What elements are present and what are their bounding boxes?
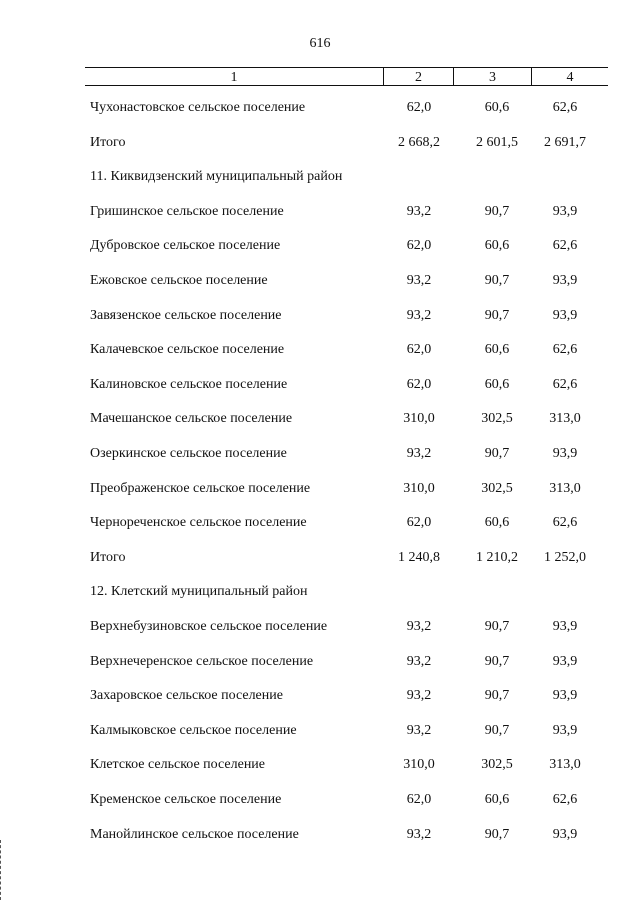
row-value-col-2: 62,0: [406, 100, 432, 115]
row-value-col-4: 1 252,0: [544, 549, 586, 565]
total-row: [0, 546, 640, 570]
row-value-col-4: 313,0: [549, 480, 581, 496]
header-col-2: 2: [383, 67, 453, 86]
row-value-col-4: 62,6: [552, 376, 578, 392]
row-value-col-3: 60,6: [484, 515, 510, 531]
row-value-col-2: 62,0: [406, 342, 432, 358]
row-name: Чернореченское сельское поселение: [90, 515, 307, 531]
row-name: Озеркинское сельское поселение: [90, 446, 287, 461]
row-name: Гришинское сельское поселение: [90, 203, 284, 219]
table-row: [0, 373, 640, 397]
row-value-col-3: 90,7: [484, 273, 510, 288]
row-value-col-4: 62,6: [552, 515, 578, 531]
table-row: [0, 96, 640, 120]
row-value-col-4: 93,9: [552, 653, 578, 669]
row-value-col-2: 93,2: [406, 203, 432, 219]
row-value-col-4: 93,9: [552, 273, 578, 288]
row-name: Итого: [90, 549, 126, 565]
row-value-col-3: 2 601,5: [476, 134, 518, 150]
row-value-col-3: 60,6: [484, 100, 510, 115]
row-name: Преображенское сельское поселение: [90, 480, 311, 496]
row-value-col-4: 2 691,7: [544, 134, 586, 150]
row-value-col-4: 93,9: [552, 307, 578, 323]
row-value-col-2: 93,2: [406, 307, 432, 323]
row-value-col-3: 90,7: [484, 203, 510, 219]
row-value-col-2: 93,2: [406, 619, 432, 634]
row-name: Верхнебузиновское сельское поселение: [90, 619, 328, 634]
row-name: Завязенское сельское поселение: [90, 307, 282, 323]
row-name: Верхнечеренское сельское поселение: [90, 653, 314, 669]
row-value-col-2: 93,2: [406, 722, 432, 738]
row-value-col-3: 90,7: [484, 722, 510, 738]
row-value-col-2: 62,0: [406, 238, 432, 254]
row-value-col-4: 93,9: [552, 619, 578, 634]
row-name: Калмыковское сельское поселение: [90, 722, 297, 738]
row-name: Калиновское сельское поселение: [90, 376, 288, 392]
section-title: 12. Клетский муниципальный район: [90, 584, 308, 600]
table-row: [0, 304, 640, 328]
row-value-col-3: 60,6: [484, 342, 510, 358]
row-name: Манойлинское сельское поселение: [90, 826, 299, 842]
table-row: [0, 511, 640, 535]
row-value-col-2: 310,0: [403, 411, 435, 427]
row-value-col-3: 60,6: [484, 376, 510, 392]
row-value-col-4: 62,6: [552, 238, 578, 254]
row-value-col-4: 93,9: [552, 688, 578, 704]
row-value-col-3: 90,7: [484, 446, 510, 461]
row-value-col-2: 310,0: [403, 757, 435, 773]
page-number: 616: [309, 36, 331, 51]
row-name: Калачевское сельское поселение: [90, 342, 285, 358]
row-value-col-2: 2 668,2: [398, 134, 440, 150]
row-name: Кременское сельское поселение: [90, 792, 282, 807]
table-row: [0, 788, 640, 812]
row-name: Дубровское сельское поселение: [90, 238, 281, 254]
row-value-col-2: 1 240,8: [398, 549, 440, 565]
table-row: [0, 650, 640, 674]
row-value-col-3: 60,6: [484, 238, 510, 254]
table-row: [0, 338, 640, 362]
row-value-col-3: 302,5: [481, 757, 513, 773]
table-row: [0, 615, 640, 639]
row-value-col-4: 62,6: [552, 100, 578, 115]
section-heading-row: [0, 580, 640, 604]
row-name: Захаровское сельское поселение: [90, 688, 283, 704]
row-value-col-2: 93,2: [406, 653, 432, 669]
table-row: [0, 234, 640, 258]
table-row: [0, 684, 640, 708]
header-col-1: 1: [230, 70, 238, 85]
row-value-col-2: 93,2: [406, 446, 432, 461]
row-value-col-2: 62,0: [406, 792, 432, 807]
table-row: [0, 719, 640, 743]
header-bottom-rule: [85, 85, 608, 86]
row-value-col-4: 62,6: [552, 792, 578, 807]
row-value-col-4: 313,0: [549, 757, 581, 773]
row-value-col-2: 62,0: [406, 376, 432, 392]
row-value-col-4: 93,9: [552, 826, 578, 842]
row-value-col-3: 302,5: [481, 480, 513, 496]
table-row: [0, 269, 640, 293]
row-value-col-4: 93,9: [552, 446, 578, 461]
table-row: [0, 823, 640, 847]
row-name: Клетское сельское поселение: [90, 757, 266, 773]
row-value-col-3: 90,7: [484, 826, 510, 842]
row-value-col-4: 313,0: [549, 411, 581, 427]
row-name: Чухонастовское сельское поселение: [90, 100, 306, 115]
row-name: Мачешанское сельское поселение: [90, 411, 293, 427]
header-col-4: 4: [531, 67, 608, 86]
row-value-col-4: 62,6: [552, 342, 578, 358]
row-value-col-3: 302,5: [481, 411, 513, 427]
header-col-3: 3: [453, 67, 531, 86]
row-name: Итого: [90, 134, 126, 150]
table-row: [0, 477, 640, 501]
row-value-col-3: 60,6: [484, 792, 510, 807]
row-value-col-2: 62,0: [406, 515, 432, 531]
row-value-col-3: 90,7: [484, 688, 510, 704]
row-value-col-3: 1 210,2: [476, 549, 518, 565]
row-value-col-3: 90,7: [484, 307, 510, 323]
row-value-col-2: 310,0: [403, 480, 435, 496]
row-value-col-2: 93,2: [406, 826, 432, 842]
table-row: [0, 200, 640, 224]
table-row: [0, 407, 640, 431]
row-name: Ежовское сельское поселение: [90, 273, 268, 288]
row-value-col-3: 90,7: [484, 619, 510, 634]
row-value-col-2: 93,2: [406, 688, 432, 704]
section-heading-row: [0, 165, 640, 189]
section-title: 11. Киквидзенский муниципальный район: [90, 169, 343, 185]
table-row: [0, 753, 640, 777]
table-row: [0, 442, 640, 466]
scan-margin-marks: [0, 840, 4, 900]
row-value-col-2: 93,2: [406, 273, 432, 288]
row-value-col-4: 93,9: [552, 722, 578, 738]
row-value-col-4: 93,9: [552, 203, 578, 219]
total-row: [0, 131, 640, 155]
row-value-col-3: 90,7: [484, 653, 510, 669]
table-header: [85, 67, 608, 86]
